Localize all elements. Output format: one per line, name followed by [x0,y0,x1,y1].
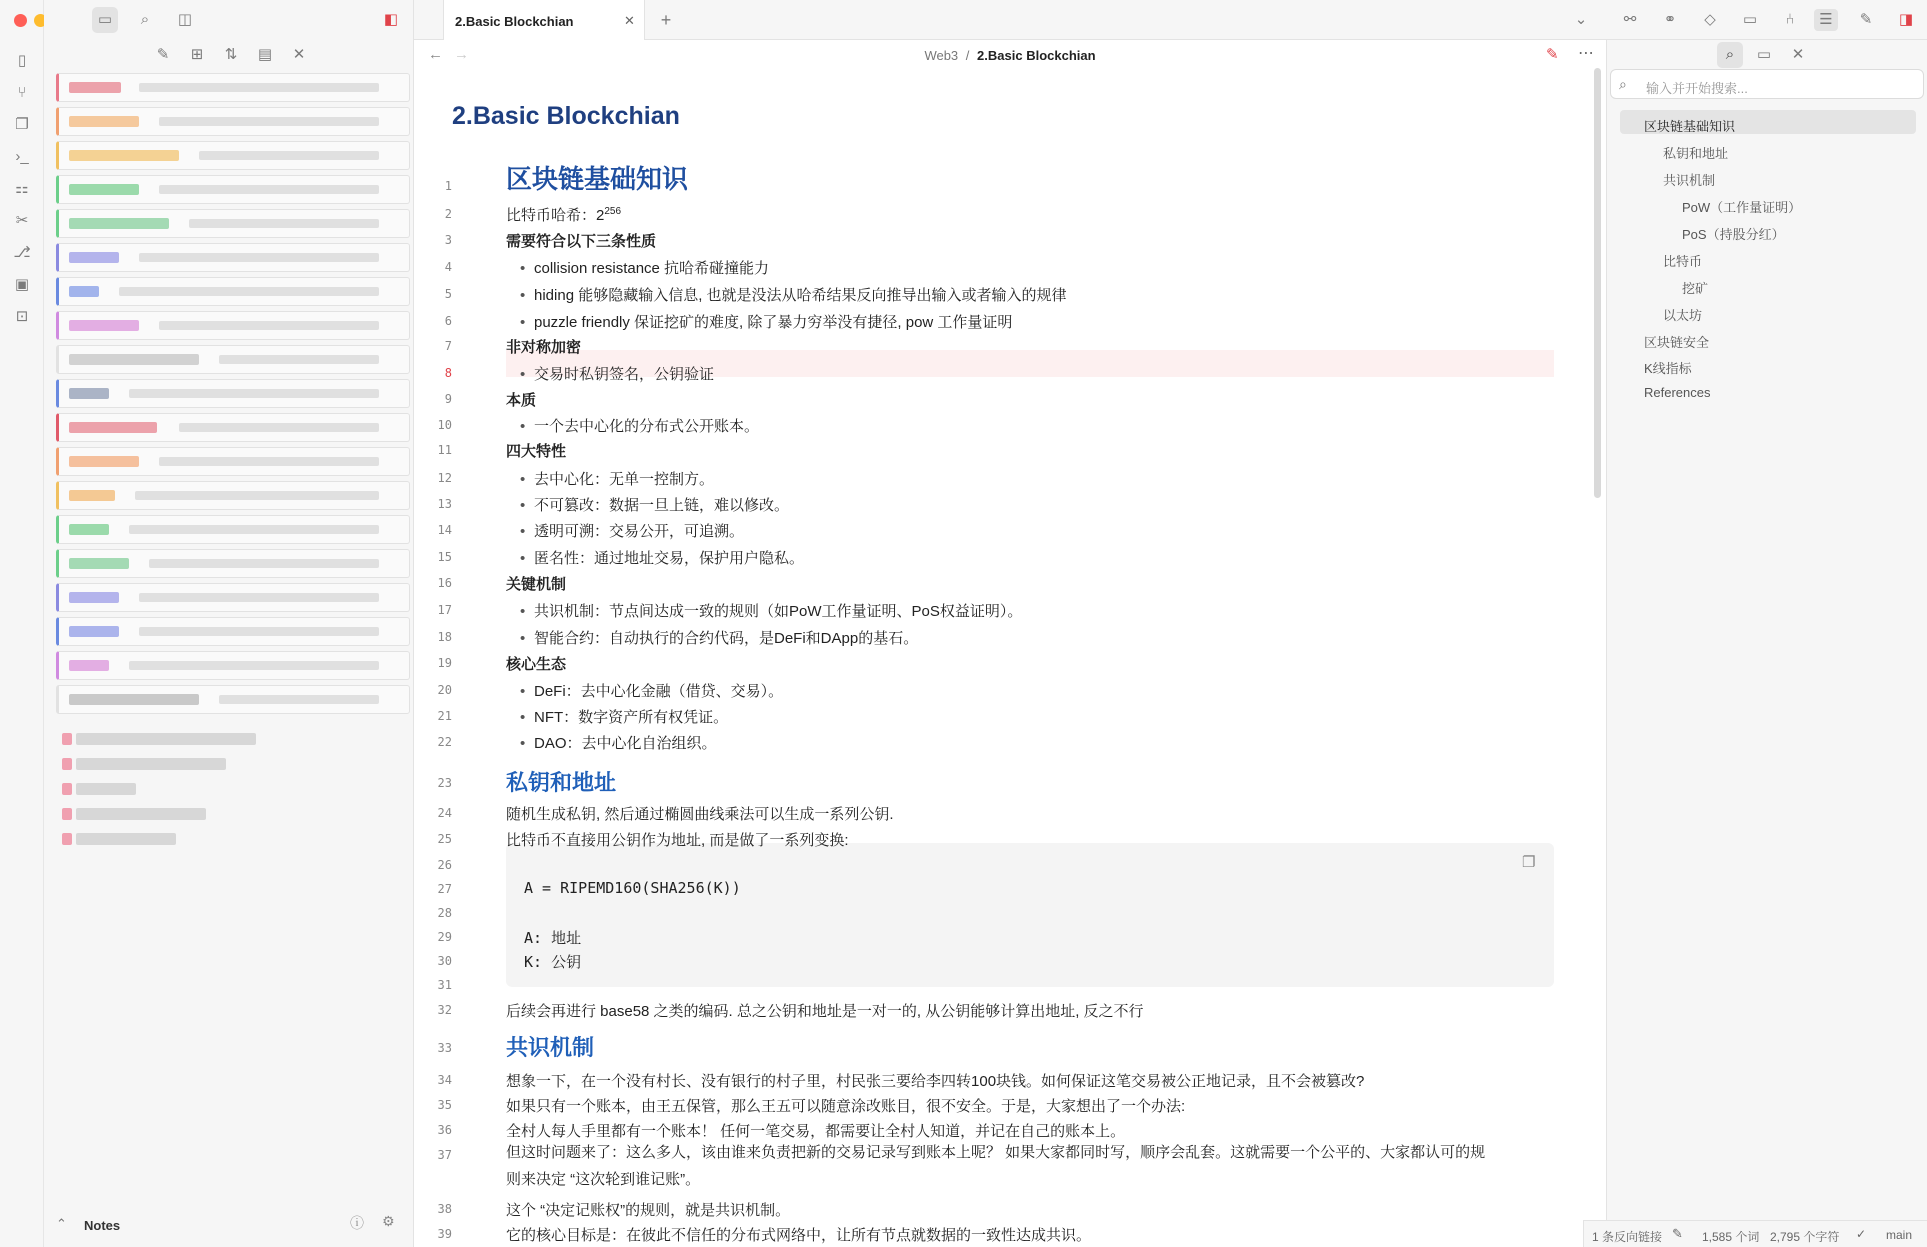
editor-line[interactable] [506,829,849,850]
line-text: 想象一下，在一个没有村长、没有银行的村子里，村民张三要给李四转100块钱。如何保证这笔交易被公正地记录，且不会被篡改? [506,1073,1365,1090]
tab-list-icon[interactable]: ⌄ [1574,11,1588,28]
line-number: 8 [444,366,452,380]
line-number: 11 [437,443,452,457]
edit-icon[interactable]: ✎ [1859,11,1873,28]
line-text: 这个 “决定记账权”的规则，就是共识机制。 [506,1202,791,1219]
line-text: A: 地址 [524,929,582,947]
line-number: 21 [437,709,452,723]
right-sidebar-toggle-icon[interactable]: ◨ [1898,11,1914,28]
line-number: 27 [437,882,452,896]
outline-item[interactable]: K线指标 [1644,361,1692,376]
line-number: 25 [437,832,452,846]
line-number: 9 [444,392,452,406]
tab-close-icon[interactable]: ✕ [624,13,635,28]
outline-item[interactable]: 比特币 [1663,254,1703,269]
editor-line[interactable] [506,311,1012,332]
editor-line[interactable] [506,494,789,515]
line-number: 14 [437,523,452,537]
line-number: 34 [437,1073,452,1087]
line-text: 需要符合以下三条性质 [506,233,657,250]
sidebar-toggle-icon[interactable]: ◧ [383,11,399,28]
word-count: 1,585 个词 [1702,1230,1760,1244]
line-number: 24 [437,806,452,820]
tag-icon[interactable]: ◇ [1704,11,1716,28]
outline-item[interactable]: 以太坊 [1663,308,1703,323]
editor-line[interactable] [506,159,688,196]
line-number: 5 [444,287,452,301]
line-text: 关键机制 [506,576,567,593]
folder-row[interactable] [56,651,410,680]
outline-panel [1606,40,1927,1247]
editor-line[interactable] [506,573,566,594]
line-number: 28 [437,906,452,920]
template-icon[interactable]: ⊡ [15,308,29,325]
editor-line[interactable] [506,520,744,541]
line-text: • NFT：数字资产所有权凭证。 [506,709,728,726]
git-branch-icon[interactable]: ⑃ [1785,11,1795,28]
check-icon: ✓ [1856,1227,1867,1241]
line-number: 17 [437,603,452,617]
editor-scrollbar[interactable] [1594,68,1601,498]
status-bar [1583,1220,1927,1247]
line-text: 全村人每人手里都有一个账本！ 任何一笔交易，都需要让全村人知道，并记在自己的账本上。 [506,1123,1126,1140]
editor-line[interactable] [506,547,804,568]
char-count: 2,795 个字符 [1770,1230,1840,1244]
search-icon[interactable]: ⌕ [1717,42,1743,68]
editor-line[interactable] [506,257,769,278]
edit-mode-icon[interactable]: ✎ [1546,46,1559,63]
git-icon[interactable]: ⎇ [13,244,31,261]
folder-row[interactable] [56,549,410,578]
line-text: 比特币哈希：2 [506,207,605,224]
editor-line[interactable] [506,653,566,674]
line-number: 2 [444,207,452,221]
vault-chevron-icon[interactable]: ⌃ [56,1216,67,1231]
editor-line[interactable] [506,732,717,753]
line-text: • 一个去中心化的分布式公开账本。 [506,418,759,435]
line-text: 它的核心目标是：在彼此不信任的分布式网络中，让所有节点就数据的一致性达成共识。 [506,1227,1092,1244]
new-tab-icon[interactable]: + [660,10,672,30]
layout-icon[interactable]: ▭ [1756,46,1772,63]
new-note-icon[interactable]: ✎ [156,46,170,63]
line-number: 29 [437,930,452,944]
line-number: 19 [437,656,452,670]
editor-line[interactable] [506,230,656,251]
settings-icon[interactable]: ⚙ [382,1213,395,1229]
outline-item[interactable]: PoS（持股分红） [1682,227,1785,242]
folder-row[interactable] [56,107,410,136]
editor-line[interactable] [506,627,918,648]
line-number: 26 [437,858,452,872]
editor-line[interactable] [506,1224,1091,1245]
line-text: 私钥和地址 [506,770,617,795]
line-number: 6 [444,314,452,328]
line-text: • 透明可溯：交易公开，可追溯。 [506,523,744,540]
line-text: • hiding 能够隐藏输入信息, 也就是没法从哈希结果反向推导出输入或者输入的规律 [506,287,1067,304]
line-text: • DAO：去中心化自治组织。 [506,735,717,752]
editor-line[interactable] [506,1139,1485,1193]
tab-bar [414,0,1927,40]
editor-line[interactable] [506,389,536,410]
outline-item[interactable]: References [1644,385,1711,400]
copy-code-icon[interactable]: ❐ [1522,854,1536,871]
line-text: 非对称加密 [506,339,582,356]
line-number: 36 [437,1123,452,1137]
forward-icon[interactable]: → [454,46,469,63]
line-text: A = RIPEMD160(SHA256(K)) [524,879,741,897]
line-number: 12 [437,471,452,485]
line-number: 22 [437,735,452,749]
line-number: 13 [437,497,452,511]
code-block[interactable] [506,843,1554,987]
line-number: 7 [444,339,452,353]
line-number: 33 [437,1041,452,1055]
folder-row[interactable] [56,311,410,340]
line-number: 32 [437,1003,452,1017]
line-number: 1 [444,179,452,193]
close-all-icon[interactable]: ✕ [292,46,306,63]
editor-line[interactable] [506,1000,1144,1021]
folder-row[interactable] [56,141,410,170]
sort-icon[interactable]: ⇅ [224,46,238,63]
line-text: 核心生态 [506,656,567,673]
line-number: 15 [437,550,452,564]
backlinks-count[interactable]: 1 条反向链接 [1592,1230,1663,1244]
editor-line[interactable] [506,1070,1364,1091]
tools-icon[interactable]: ✂ [15,212,29,229]
editor-line[interactable] [506,803,894,824]
pencil-icon[interactable]: ✎ [1672,1226,1683,1241]
line-text: K: 公钥 [524,953,582,971]
folder-row[interactable] [56,209,410,238]
search-icon[interactable]: ⌕ [140,11,150,28]
line-number: 23 [437,776,452,790]
outline-item[interactable]: 区块链基础知识 [1644,119,1736,134]
outline-item[interactable]: 私钥和地址 [1663,146,1729,161]
folder-icon[interactable]: ▭ [92,7,118,33]
link-icon[interactable]: ⚯ [1623,11,1637,28]
line-number: 3 [444,233,452,247]
editor-line[interactable] [506,440,566,461]
line-text: 共识机制 [506,1035,595,1060]
line-text: 后续会再进行 base58 之类的编码. 总之公钥和地址是一对一的, 从公钥能够计算出地址, 反之不行 [506,1003,1144,1020]
line-text: • 匿名性：通过地址交易，保护用户隐私。 [506,550,804,567]
line-number: 4 [444,260,452,274]
line-number: 35 [437,1098,452,1112]
editor-line[interactable] [506,1095,1185,1116]
editor-line[interactable] [506,766,616,797]
line-number: 38 [437,1202,452,1216]
line-text: • puzzle friendly 保证挖矿的难度, 除了暴力穷举没有捷径, pow 工作量证明 [506,314,1012,331]
line-text: • collision resistance 抗哈希碰撞能力 [506,260,769,277]
search-icon: ⌕ [1619,76,1627,92]
editor-line[interactable] [506,468,714,489]
editor-line[interactable] [506,1031,594,1062]
outline-icon[interactable]: ☰ [1814,9,1838,31]
line-text: 比特币不直接用公钥作为地址, 而是做了一系列变换: [506,832,849,849]
outline-search-placeholder: 输入并开始搜索... [1646,81,1748,96]
editor-line[interactable] [506,680,783,701]
folder-row[interactable] [56,447,410,476]
line-text: 但这时问题来了：这么多人，该由谁来负责把新的交易记录写到账本上呢？ 如果大家都同时写，顺序会乱套。这就需要一个公平的、大家都认可的规 [506,1144,1486,1161]
folder-row[interactable] [56,73,410,102]
breadcrumb [414,48,1606,63]
back-icon[interactable]: ← [428,46,443,63]
line-number: 18 [437,630,452,644]
git-branch-name[interactable]: main [1886,1228,1913,1242]
outline-item[interactable]: 区块链安全 [1644,335,1710,350]
line-text: 随机生成私钥, 然后通过椭圆曲线乘法可以生成一系列公钥. [506,806,894,823]
ribbon [0,0,44,1247]
bookmark-icon[interactable]: ◫ [177,11,193,28]
line-number: 30 [437,954,452,968]
breadcrumb-current[interactable]: 2.Basic Blockchian [977,48,1096,63]
folder-row[interactable] [56,175,410,204]
sliders-icon[interactable]: ⚏ [15,180,29,197]
editor-line[interactable] [506,363,714,384]
help-icon[interactable]: ⓘ [350,1215,364,1231]
line-text: • 交易时私钥签名，公钥验证 [506,366,714,383]
archive-icon[interactable]: ▭ [1742,11,1758,28]
folder-row[interactable] [56,345,410,374]
tab-title: 2.Basic Blockchian [455,14,574,29]
editor-line[interactable] [524,927,581,948]
editor-line[interactable] [506,600,1022,621]
collapse-outline-icon[interactable]: ✕ [1791,46,1805,63]
line-text: • 不可篡改：数据一旦上链，难以修改。 [506,497,789,514]
folder-row[interactable] [56,583,410,612]
folder-row[interactable] [56,481,410,510]
more-options-icon[interactable]: ⋯ [1578,45,1594,62]
editor-line[interactable] [506,1120,1125,1141]
editor-line[interactable] [506,706,728,727]
line-number: 37 [437,1148,452,1162]
editor-line[interactable] [506,336,581,357]
folder-row[interactable] [56,379,410,408]
doc-title[interactable]: 2.Basic Blockchian [452,102,680,130]
outline-item[interactable]: PoW（工作量证明） [1682,200,1802,215]
outline-item[interactable]: 共识机制 [1663,173,1716,188]
editor-line[interactable] [524,879,741,897]
link-out-icon[interactable]: ⚭ [1663,11,1677,28]
terminal-icon[interactable]: ›_ [15,148,29,165]
graph-icon[interactable]: ⑂ [17,84,27,101]
line-number: 39 [437,1227,452,1241]
breadcrumb-parent[interactable]: Web3 [924,48,959,63]
tab-active[interactable] [443,0,645,41]
collapse-icon[interactable]: ▤ [257,46,273,63]
line-text: 本质 [506,392,537,409]
copy-icon[interactable]: ❐ [15,116,29,133]
editor-line[interactable] [506,204,621,225]
folder-row[interactable] [56,413,410,442]
new-folder-icon[interactable]: ⊞ [190,46,204,63]
line-text: 区块链基础知识 [506,164,689,194]
breadcrumb-sep: / [965,48,970,63]
line-text: 如果只有一个账本，由王五保管，那么王五可以随意涂改账目，很不安全。于是，大家想出了一个办法: [506,1098,1186,1115]
line-text: • DeFi：去中心化金融（借贷、交易）。 [506,683,783,700]
editor-line[interactable] [524,951,581,972]
outline-item[interactable]: 挖矿 [1682,281,1709,296]
folder-row[interactable] [56,243,410,272]
vault-name[interactable]: Notes [84,1218,121,1233]
image-icon[interactable]: ▣ [14,276,30,293]
line-text: • 智能合约：自动执行的合约代码，是DeFi和DApp的基石。 [506,630,918,647]
editor-line[interactable] [506,415,759,436]
line-text: • 去中心化：无单一控制方。 [506,471,714,488]
line-number: 31 [437,978,452,992]
line-number: 16 [437,576,452,590]
line-number: 20 [437,683,452,697]
folder-row[interactable] [56,617,410,646]
folder-row[interactable] [56,515,410,544]
file-icon[interactable]: ▯ [17,52,27,69]
folder-row[interactable] [56,277,410,306]
line-text-wrap: 则来决定 “这次轮到谁记账”。 [506,1171,701,1188]
editor-line[interactable] [506,1199,790,1220]
outline-search-input[interactable] [1610,69,1924,99]
line-number: 10 [437,418,452,432]
line-text: • 共识机制：节点间达成一致的规则（如PoW工作量证明、PoS权益证明）。 [506,603,1022,620]
superscript: 256 [604,206,622,217]
folder-row[interactable] [56,685,410,714]
close-window-button[interactable] [14,14,27,27]
editor-line[interactable] [506,284,1067,305]
line-text: 四大特性 [506,443,567,460]
